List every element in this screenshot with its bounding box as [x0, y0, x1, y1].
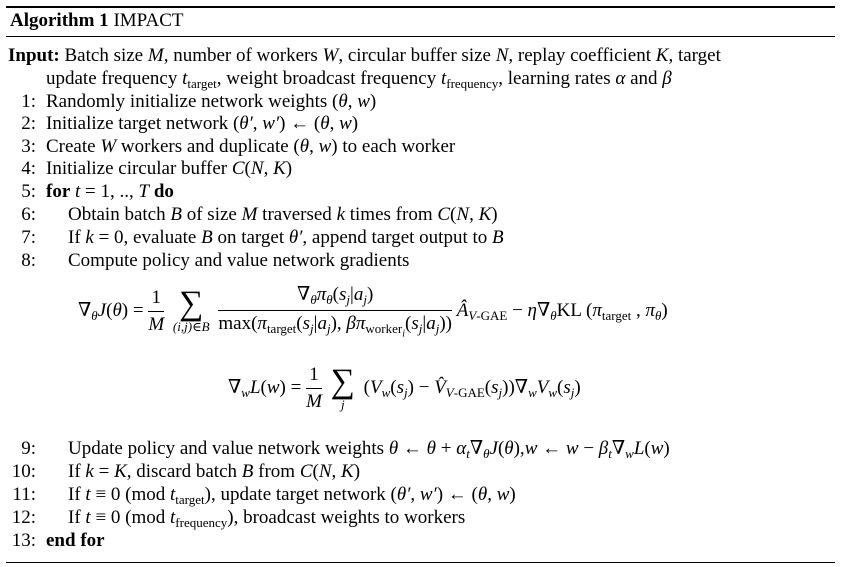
step-number: 13:: [11, 530, 36, 551]
title-rule: [6, 36, 835, 37]
step-number: 9:: [21, 438, 36, 459]
algorithm-title: [10, 10, 183, 32]
step-number: 5:: [21, 181, 36, 202]
top-rule: [6, 6, 835, 8]
for-keyword: for: [46, 181, 71, 202]
input-line-2: update frequency $t_{target}$, weight broadcast frequency $t_{frequency}$, learning rates α and β: [46, 68, 672, 91]
step-number: 2:: [21, 113, 36, 134]
input-label: Input:: [8, 45, 60, 66]
step-number: 1:: [21, 91, 36, 112]
end-for-keyword: end for: [46, 530, 105, 551]
step-number: 7:: [21, 227, 36, 248]
step-number: 6:: [21, 204, 36, 225]
step-number: 10:: [11, 461, 36, 482]
algorithm-name: IMPACT: [113, 10, 184, 31]
algorithm-label: Algorithm 1: [10, 10, 109, 31]
step-number: 12:: [11, 507, 36, 528]
input-line-1: Input: Batch size M, number of workers W, circular buffer size N, replay coefficient K, target: [8, 45, 721, 66]
do-keyword: do: [153, 181, 174, 202]
bottom-rule: [6, 562, 835, 563]
step-number: 8:: [21, 250, 36, 271]
step-number: 11:: [12, 484, 36, 505]
policy-gradient-equation: $\nabla_\theta J(\theta)$ = $\frac{1}{M}$ ∑ (i,j)∈B $\frac{\nabla_\theta\pi_\theta(s_j|a_j)}{\max(\pi_{target}(s_j|a_j), \beta\pi_{worker_i}(s_j|a_j))}$ $Â_{V-GAE} - \eta\nabla_\theta KL$ ($\pi_{target}$ , $\pi_\theta$): [78, 284, 668, 340]
value-gradient-equation: $\nabla_wL(w)$ = $\frac{1}{M}$ ∑ j ($V_w(s_j)$ − $V̂_{V-GAE}(s_j))\nabla_wV_w(s_j)$: [228, 362, 581, 412]
step-number: 3:: [21, 136, 36, 157]
step-number: 4:: [21, 158, 36, 179]
